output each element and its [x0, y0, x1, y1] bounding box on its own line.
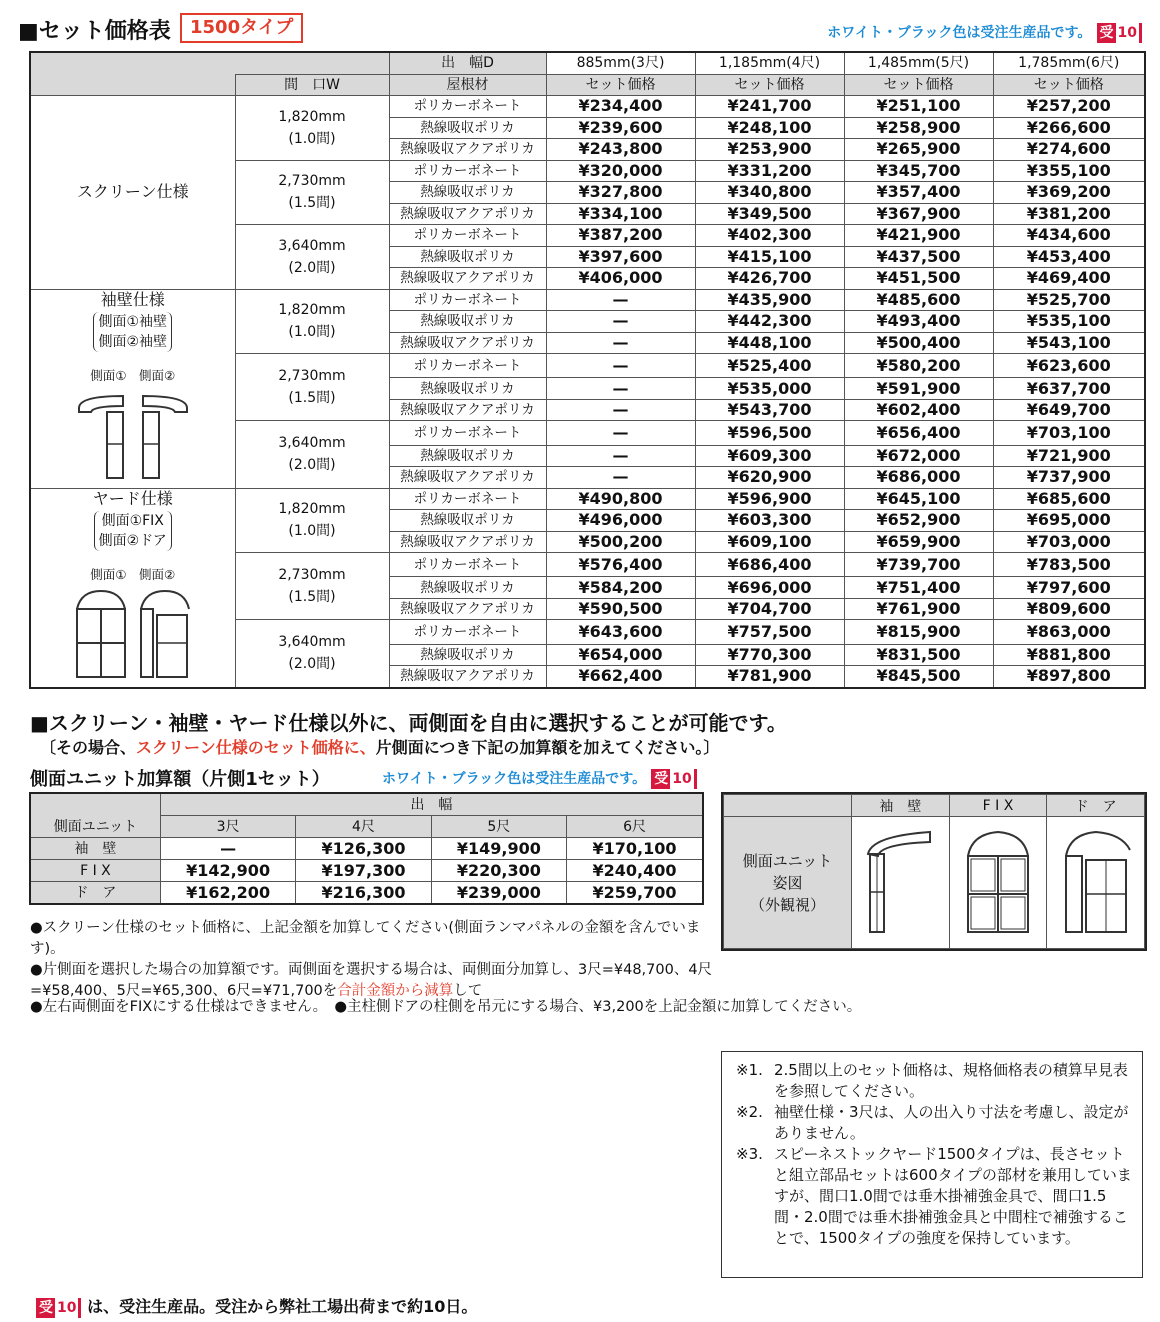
- width-cell: [235, 421, 389, 488]
- price-cell: ¥620,900: [695, 467, 844, 489]
- material-cell: 熱線吸収ポリカ: [389, 246, 546, 268]
- sodekabe-diagram-icon: [73, 386, 193, 482]
- material-cell: 熱線吸収アクアポリカ: [389, 598, 546, 620]
- price-cell: ¥596,900: [695, 488, 844, 510]
- bullet-2: ●片側面を選択した場合の加算額です。両側面を選択する場合は、両側面分加算し、3尺=¥48,700、4尺=¥58,400、5尺=¥65,300、6尺=¥71,700を合計金額から減算して: [30, 962, 713, 999]
- header-row: [30, 74, 1145, 96]
- price-cell: —: [546, 421, 695, 445]
- price-cell: ¥500,200: [546, 531, 695, 553]
- price-cell: ¥656,400: [844, 421, 993, 445]
- width-cell: [235, 160, 389, 225]
- spec-name: 袖壁仕様: [100, 289, 165, 309]
- footnote: ※3. スピーネストックヤード1500タイプは、長さセットと組立部品セットは600タイプの部材を兼用していますが、間口1.0間では垂木掛補強金具で、間口1.5間・2.0間では垂木掛補強金具と中間柱で補強することで、1500タイプの強度を保持しています。: [736, 1145, 1132, 1247]
- price-cell: ¥685,600: [993, 488, 1145, 510]
- price-cell: ¥435,900: [695, 289, 844, 311]
- price-cell: ¥234,400: [546, 96, 695, 118]
- addon-price: ¥162,200: [160, 882, 295, 905]
- price-cell: ¥881,800: [993, 644, 1145, 666]
- type-badge: 1500タイプ: [180, 13, 303, 43]
- price-cell: ¥897,800: [993, 666, 1145, 688]
- price-cell: ¥654,000: [546, 644, 695, 666]
- addon-price: ¥216,300: [296, 882, 431, 905]
- price-cell: ¥331,200: [695, 160, 844, 182]
- price-cell: ¥241,700: [695, 96, 844, 118]
- material-header: 屋根材: [389, 74, 546, 96]
- price-cell: ¥243,800: [546, 139, 695, 161]
- price-cell: ¥757,500: [695, 620, 844, 644]
- spec-cell: [30, 289, 235, 488]
- price-cell: ¥662,400: [546, 666, 695, 688]
- yard-diagram-icon: [73, 585, 193, 681]
- material-cell: ポリカーボネート: [389, 289, 546, 311]
- bullet-3: ●左右両側面をFIXにする仕様はできません。 ●主柱側ドアの柱側を吊元にする場合、¥3,200を上記金額に加算してください。: [30, 999, 862, 1015]
- price-cell: ¥469,400: [993, 268, 1145, 290]
- width-mm: 2,730mm: [278, 368, 346, 385]
- price-cell: ¥397,600: [546, 246, 695, 268]
- width-cell: [235, 96, 389, 161]
- width-cell: [235, 289, 389, 354]
- width-ken: (2.0間): [288, 656, 336, 673]
- shape-header: ド ア: [1047, 795, 1145, 817]
- material-cell: ポリカーボネート: [389, 225, 546, 247]
- material-cell: 熱線吸収アクアポリカ: [389, 399, 546, 421]
- material-cell: 熱線吸収アクアポリカ: [389, 268, 546, 290]
- price-cell: ¥266,600: [993, 117, 1145, 139]
- material-cell: ポリカーボネート: [389, 421, 546, 445]
- door-elevation-icon: [1056, 826, 1136, 936]
- material-cell: ポリカーボネート: [389, 160, 546, 182]
- shape-row-label: 側面ユニット 姿図 （外観視）: [724, 817, 852, 949]
- price-cell: ¥334,100: [546, 203, 695, 225]
- side-unit-addon-table: [29, 792, 704, 905]
- addon-row: [30, 882, 703, 905]
- price-cell: —: [546, 289, 695, 311]
- price-cell: ¥253,900: [695, 139, 844, 161]
- addon-price: ¥126,300: [296, 838, 431, 860]
- unit-name: F I X: [30, 860, 160, 882]
- spec-diagram: [31, 585, 235, 687]
- set-price-header: セット価格: [695, 74, 844, 96]
- material-cell: 熱線吸収ポリカ: [389, 644, 546, 666]
- price-cell: ¥609,300: [695, 445, 844, 467]
- price-cell: ¥686,000: [844, 467, 993, 489]
- spec-cell: [30, 488, 235, 688]
- price-cell: ¥590,500: [546, 598, 695, 620]
- price-cell: ¥525,400: [695, 354, 844, 378]
- width-ken: (1.5間): [288, 195, 336, 212]
- price-cell: ¥591,900: [844, 378, 993, 400]
- material-cell: ポリカーボネート: [389, 488, 546, 510]
- made-to-order-badge: 受 10: [36, 1298, 81, 1318]
- price-cell: ¥739,700: [844, 553, 993, 577]
- width-mm: 1,820mm: [278, 501, 346, 518]
- price-cell: ¥783,500: [993, 553, 1145, 577]
- price-cell: ¥637,700: [993, 378, 1145, 400]
- addon-row: [30, 860, 703, 882]
- width-cell: [235, 225, 389, 290]
- made-to-order-notice: [827, 22, 1142, 43]
- width-mm: 1,820mm: [278, 108, 346, 125]
- width-cell: [235, 620, 389, 688]
- price-cell: ¥770,300: [695, 644, 844, 666]
- size-header: 5尺: [431, 816, 566, 838]
- fix-elevation-icon: [958, 826, 1038, 936]
- price-cell: —: [546, 332, 695, 354]
- set-price-header: セット価格: [546, 74, 695, 96]
- price-cell: —: [546, 467, 695, 489]
- price-cell: ¥381,200: [993, 203, 1145, 225]
- section2-instruction: 〔その場合、スクリーン仕様のセット価格に、片側面につき下記の加算額を加えてください。〕: [40, 738, 720, 757]
- material-cell: ポリカーボネート: [389, 620, 546, 644]
- side-labels: 側面① 側面②: [90, 566, 176, 582]
- addon-price: ¥240,400: [567, 860, 703, 882]
- size-header: 3尺: [160, 816, 295, 838]
- footnote: ※1. 2.5間以上のセット価格は、規格価格表の積算早見表を参照してください。: [736, 1061, 1128, 1100]
- shape-header: F I X: [949, 795, 1047, 817]
- addon-price: ¥239,000: [431, 882, 566, 905]
- width-ken: (1.0間): [288, 523, 336, 540]
- price-cell: ¥258,900: [844, 117, 993, 139]
- price-cell: ¥696,000: [695, 577, 844, 599]
- material-cell: 熱線吸収アクアポリカ: [389, 666, 546, 688]
- price-cell: ¥525,700: [993, 289, 1145, 311]
- depth-col-header: 1,185mm(4尺): [695, 52, 844, 74]
- price-cell: ¥596,500: [695, 421, 844, 445]
- fix-drawing: [949, 817, 1047, 949]
- price-cell: ¥643,600: [546, 620, 695, 644]
- price-cell: ¥434,600: [993, 225, 1145, 247]
- made-to-order-badge: 受 10: [1097, 23, 1142, 43]
- spec-sides-bracket: 側面①FIX 側面②ドア: [94, 511, 172, 551]
- price-cell: ¥623,600: [993, 354, 1145, 378]
- price-cell: ¥248,100: [695, 117, 844, 139]
- price-cell: ¥695,000: [993, 510, 1145, 532]
- price-cell: —: [546, 311, 695, 333]
- material-cell: 熱線吸収ポリカ: [389, 182, 546, 204]
- price-cell: ¥345,700: [844, 160, 993, 182]
- price-cell: ¥320,000: [546, 160, 695, 182]
- bullet-notes: [30, 918, 720, 1002]
- material-cell: 熱線吸収ポリカ: [389, 510, 546, 532]
- addon-price: ¥149,900: [431, 838, 566, 860]
- material-cell: 熱線吸収ポリカ: [389, 577, 546, 599]
- set-price-header: セット価格: [993, 74, 1145, 96]
- price-cell: ¥239,600: [546, 117, 695, 139]
- price-cell: ¥500,400: [844, 332, 993, 354]
- material-cell: 熱線吸収アクアポリカ: [389, 531, 546, 553]
- price-cell: ¥797,600: [993, 577, 1145, 599]
- price-cell: ¥340,800: [695, 182, 844, 204]
- price-cell: ¥845,500: [844, 666, 993, 688]
- page-title: ■セット価格表: [18, 19, 171, 44]
- width-cell: [235, 488, 389, 553]
- width-ken: (1.5間): [288, 390, 336, 407]
- set-price-header: セット価格: [844, 74, 993, 96]
- addon-row: [30, 838, 703, 860]
- price-cell: ¥809,600: [993, 598, 1145, 620]
- addon-price: ¥220,300: [431, 860, 566, 882]
- price-row: [30, 96, 1145, 118]
- material-cell: 熱線吸収アクアポリカ: [389, 139, 546, 161]
- made-to-order-badge: 受 10: [651, 769, 696, 789]
- price-cell: ¥603,300: [695, 510, 844, 532]
- spec-cell: [30, 96, 235, 290]
- price-cell: ¥274,600: [993, 139, 1145, 161]
- price-cell: —: [546, 445, 695, 467]
- price-cell: ¥602,400: [844, 399, 993, 421]
- material-cell: 熱線吸収ポリカ: [389, 311, 546, 333]
- size-header: 6尺: [567, 816, 703, 838]
- price-cell: ¥751,400: [844, 577, 993, 599]
- price-cell: ¥265,900: [844, 139, 993, 161]
- notice-text: ホワイト・ブラック色は受注生産品です。: [827, 25, 1092, 41]
- price-cell: ¥535,000: [695, 378, 844, 400]
- price-cell: ¥580,200: [844, 354, 993, 378]
- price-cell: ¥686,400: [695, 553, 844, 577]
- price-cell: —: [546, 399, 695, 421]
- price-cell: ¥721,900: [993, 445, 1145, 467]
- price-cell: ¥367,900: [844, 203, 993, 225]
- price-cell: ¥485,600: [844, 289, 993, 311]
- material-cell: 熱線吸収アクアポリカ: [389, 203, 546, 225]
- price-cell: ¥781,900: [695, 666, 844, 688]
- depth-col-header: 1,485mm(5尺): [844, 52, 993, 74]
- price-cell: ¥369,200: [993, 182, 1145, 204]
- width-header: 間 口W: [235, 74, 389, 96]
- depth-col-header: 1,785mm(6尺): [993, 52, 1145, 74]
- shape-header: 袖 壁: [852, 795, 950, 817]
- price-cell: ¥576,400: [546, 553, 695, 577]
- spec-name: ヤード仕様: [92, 488, 173, 508]
- width-mm: 3,640mm: [278, 435, 346, 452]
- price-cell: ¥863,000: [993, 620, 1145, 644]
- side-labels: 側面① 側面②: [90, 367, 176, 383]
- size-header: 4尺: [296, 816, 431, 838]
- width-mm: 1,820mm: [278, 302, 346, 319]
- footnote: ※2. 袖壁仕様・3尺は、人の出入り寸法を考慮し、設定がありません。: [736, 1103, 1129, 1142]
- price-cell: ¥451,500: [844, 268, 993, 290]
- addon-price: ¥142,900: [160, 860, 295, 882]
- width-mm: 2,730mm: [278, 173, 346, 190]
- sodekabe-elevation-icon: [860, 826, 940, 936]
- depth-label: 出 幅: [160, 793, 703, 816]
- price-cell: ¥543,700: [695, 399, 844, 421]
- price-cell: ¥584,200: [546, 577, 695, 599]
- width-cell: [235, 354, 389, 421]
- footer-note: 受 10 は、受注生産品。受注から弊社工場出荷まで約10日。: [36, 1294, 477, 1318]
- price-cell: ¥448,100: [695, 332, 844, 354]
- price-cell: ¥355,100: [993, 160, 1145, 182]
- price-cell: ¥703,000: [993, 531, 1145, 553]
- price-cell: ¥645,100: [844, 488, 993, 510]
- price-row: [30, 488, 1145, 510]
- price-cell: ¥402,300: [695, 225, 844, 247]
- material-cell: ポリカーボネート: [389, 96, 546, 118]
- material-cell: 熱線吸収アクアポリカ: [389, 467, 546, 489]
- price-cell: ¥652,900: [844, 510, 993, 532]
- section2-heading: ■スクリーン・袖壁・ヤード仕様以外に、両側面を自由に選択することが可能です。: [30, 711, 787, 735]
- spec-sides-bracket: 側面①袖壁 側面②袖壁: [93, 312, 172, 352]
- price-cell: ¥327,800: [546, 182, 695, 204]
- addon-notice: ホワイト・ブラック色は受注生産品です。 受 10: [382, 768, 697, 789]
- price-cell: ¥349,500: [695, 203, 844, 225]
- spec-diagram: [31, 386, 235, 488]
- price-cell: ¥659,900: [844, 531, 993, 553]
- unit-name: ド ア: [30, 882, 160, 905]
- width-mm: 3,640mm: [278, 237, 346, 254]
- price-cell: —: [546, 378, 695, 400]
- price-cell: ¥672,000: [844, 445, 993, 467]
- price-cell: ¥442,300: [695, 311, 844, 333]
- addon-header-row: [30, 793, 703, 816]
- set-price-table: [29, 51, 1146, 689]
- width-ken: (2.0間): [288, 259, 336, 276]
- price-cell: ¥251,100: [844, 96, 993, 118]
- price-cell: ¥406,000: [546, 268, 695, 290]
- price-row: [30, 289, 1145, 311]
- price-cell: ¥543,100: [993, 332, 1145, 354]
- price-cell: ¥609,100: [695, 531, 844, 553]
- price-cell: ¥357,400: [844, 182, 993, 204]
- price-cell: ¥490,800: [546, 488, 695, 510]
- price-cell: ¥815,900: [844, 620, 993, 644]
- material-cell: 熱線吸収アクアポリカ: [389, 332, 546, 354]
- spec-name: スクリーン仕様: [76, 182, 189, 202]
- price-cell: ¥437,500: [844, 246, 993, 268]
- price-cell: ¥426,700: [695, 268, 844, 290]
- price-cell: ¥421,900: [844, 225, 993, 247]
- footnotes-box: [721, 1051, 1143, 1278]
- price-cell: ¥415,100: [695, 246, 844, 268]
- sodekabe-drawing: [852, 817, 950, 949]
- price-cell: ¥493,400: [844, 311, 993, 333]
- addon-price: ¥259,700: [567, 882, 703, 905]
- material-cell: 熱線吸収ポリカ: [389, 445, 546, 467]
- width-ken: (1.0間): [288, 324, 336, 341]
- door-drawing: [1047, 817, 1145, 949]
- material-cell: 熱線吸収ポリカ: [389, 117, 546, 139]
- addon-price: —: [160, 838, 295, 860]
- unit-label: 側面ユニット: [30, 793, 160, 838]
- price-cell: ¥257,200: [993, 96, 1145, 118]
- side-unit-shape-table: [721, 792, 1147, 951]
- addon-price: ¥170,100: [567, 838, 703, 860]
- price-cell: ¥496,000: [546, 510, 695, 532]
- price-cell: ¥703,100: [993, 421, 1145, 445]
- unit-name: 袖 壁: [30, 838, 160, 860]
- addon-heading: 側面ユニット加算額（片側1セット）: [30, 769, 330, 790]
- width-ken: (2.0間): [288, 457, 336, 474]
- price-cell: ¥761,900: [844, 598, 993, 620]
- width-mm: 3,640mm: [278, 634, 346, 651]
- price-cell: ¥704,700: [695, 598, 844, 620]
- price-cell: —: [546, 354, 695, 378]
- material-cell: ポリカーボネート: [389, 553, 546, 577]
- material-cell: 熱線吸収ポリカ: [389, 378, 546, 400]
- header-row: [30, 52, 1145, 74]
- price-cell: ¥453,400: [993, 246, 1145, 268]
- addon-price: ¥197,300: [296, 860, 431, 882]
- price-cell: ¥737,900: [993, 467, 1145, 489]
- depth-col-header: 885mm(3尺): [546, 52, 695, 74]
- price-cell: ¥649,700: [993, 399, 1145, 421]
- width-ken: (1.0間): [288, 130, 336, 147]
- width-mm: 2,730mm: [278, 567, 346, 584]
- depth-header: 出 幅D: [389, 52, 546, 74]
- width-ken: (1.5間): [288, 589, 336, 606]
- width-cell: [235, 553, 389, 620]
- bullet-1: ●スクリーン仕様のセット価格に、上記金額を加算してください(側面ランマパネルの金額を含んでいます)。: [30, 920, 701, 957]
- price-cell: ¥387,200: [546, 225, 695, 247]
- price-cell: ¥535,100: [993, 311, 1145, 333]
- material-cell: ポリカーボネート: [389, 354, 546, 378]
- price-cell: ¥831,500: [844, 644, 993, 666]
